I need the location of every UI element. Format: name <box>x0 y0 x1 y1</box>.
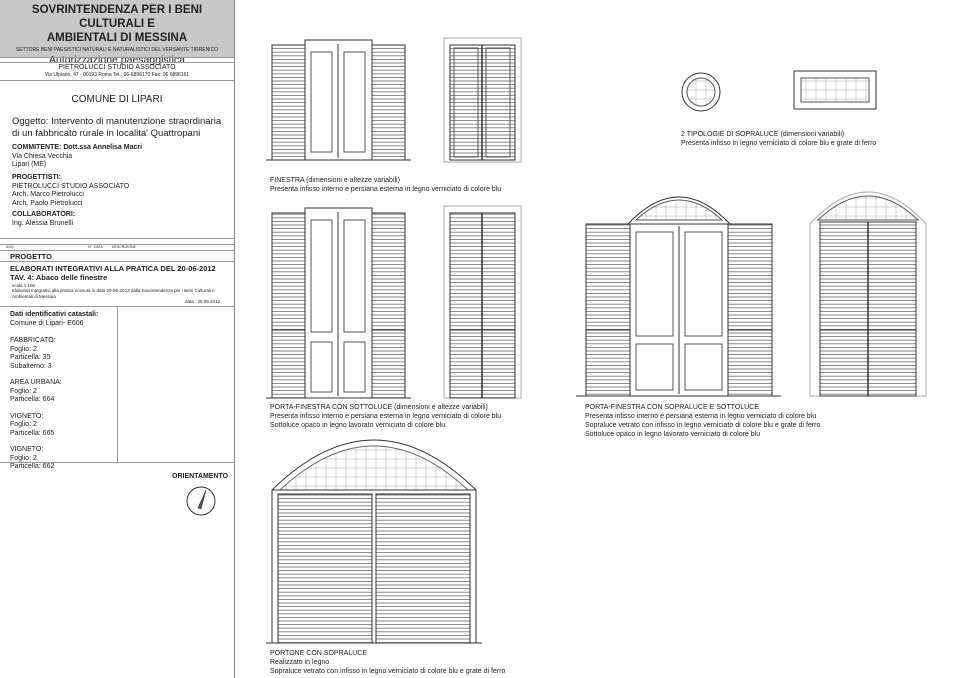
caption-portone-desc2: Sopraluce vetrato con infisso in legno verniciato di colore blu e grate di ferro <box>270 668 506 675</box>
collaboratori-line1: Ing. Alessia Brunelli <box>12 219 74 227</box>
vigneto2-0: VIGNETO: <box>10 446 44 453</box>
progetto-scale: scala 1:100 <box>12 283 36 288</box>
caption-portone-desc1: Realizzato in legno <box>270 659 330 666</box>
finestra-closed-drawing <box>444 38 521 162</box>
vigneto2-2: Particella: 662 <box>10 463 55 470</box>
porta-sottoluce-open-drawing <box>266 208 411 398</box>
caption-porta-sottoluce <box>270 403 501 430</box>
caption-porta-sopraluce-desc2: Sopraluce vetrato con infisso in legno verniciato di colore blu e grate di ferro <box>585 422 821 429</box>
caption-porta-sottoluce-title: PORTA-FINESTRA CON SOTTOLUCE (dimensioni e altezze variabili) <box>270 404 488 411</box>
catasto-block <box>10 311 98 472</box>
porta-sopraluce-open-drawing <box>576 197 781 396</box>
rev-n: N° <box>88 245 92 249</box>
authority-title-line1: SOVRINTENDENZA PER I BENI CULTURALI E <box>31 4 203 30</box>
vigneto1-2: Particella: 665 <box>10 429 55 437</box>
caption-sopraluce <box>681 130 876 148</box>
vigneto1-1: Foglio: 2 <box>10 421 37 428</box>
rev-desc: DESCRIZIONE <box>112 245 136 249</box>
finestra-open-drawing <box>266 40 411 160</box>
orientamento-label: ORIENTAMENTO <box>172 473 229 480</box>
vigneto1-0: VIGNETO: <box>10 412 44 420</box>
fabbricato-2: Particella: 35 <box>10 354 51 361</box>
progettisti-line2: Arch. Marco Pietrolucci <box>12 191 84 198</box>
rev-data: DATA <box>94 245 103 249</box>
caption-finestra-desc: Presenta infisso interno e persiana esterna in legno verniciato di colore blu <box>270 186 502 193</box>
north-arrow-icon <box>185 485 217 517</box>
oggetto <box>12 116 221 140</box>
area-0: AREA URBANA: <box>10 379 62 386</box>
progettisti-line3: Arch. Paolo Pietrolucci <box>12 199 83 207</box>
progetto-title1: ELABORATI INTEGRATIVI ALLA PRATICA DEL 20-06-2012 <box>10 264 216 273</box>
oggetto-line1: Oggetto: Intervento di manutenzione straordinaria <box>12 116 222 127</box>
authority-header <box>0 0 234 66</box>
caption-sopraluce-title: 2 TIPOLOGIE DI SOPRALUCE (dimensioni variabili) <box>681 131 845 138</box>
caption-porta-sopraluce-desc3: Sottoluce opaco in legno lavorato verniciato di colore blu <box>585 431 761 438</box>
catasto-comune: Comune di Lipari- E606 <box>10 319 84 327</box>
caption-portone-title: PORTONE CON SOPRALUCE <box>270 650 367 657</box>
window-drawings <box>236 0 965 678</box>
title-block <box>0 0 235 678</box>
vigneto2-1: Foglio: 2 <box>10 454 37 462</box>
porta-sopraluce-closed-drawing <box>810 192 926 396</box>
caption-porta-sottoluce-desc1: Presenta infisso interno e persiana esterna in legno verniciato di colore blu <box>270 413 502 420</box>
caption-porta-sopraluce-title: PORTA-FINESTRA CON SOPRALUCE E SOTTOLUCE <box>585 404 759 411</box>
caption-portone <box>270 649 505 676</box>
rev-agg: AGG. <box>6 245 15 249</box>
studio-address: Via Ulpiano, 47 - 00193 Roma Tel.: 06-6896170 Fax: 06 6896161 <box>44 72 190 78</box>
comune-title: COMUNE DI LIPARI <box>71 94 163 105</box>
fabbricato-0: FABBRICATO: <box>10 337 56 344</box>
authority-subtitle: SETTORE BENI PAESISTICI NATURALI E NATURALISTICI DEL VERSANTE TIRRENICO <box>15 47 219 53</box>
caption-porta-sottoluce-desc2: Sottoluce opaco in legno lavorato verniciato di colore blu <box>270 422 446 429</box>
sopraluce-rect-drawing <box>794 71 876 109</box>
committente-block <box>12 144 142 170</box>
caption-finestra <box>270 176 501 194</box>
progettisti-block <box>12 174 129 208</box>
sopraluce-round-drawing <box>682 73 720 111</box>
collaboratori-label: COLLABORATORI: <box>12 211 76 218</box>
committente-line1: Via Chiesa Vecchia <box>12 152 73 160</box>
caption-porta-sopraluce <box>585 403 820 439</box>
progetto-desc: Elaborati Integrativi alla pratica ricevuta in data 20-06-2012 dalla Sovrintendenza per i Beni Culturali e Ambientali di Messina <box>12 288 215 299</box>
progettisti-line1: PIETROLUCCI STUDIO ASSOCIATO <box>12 182 130 190</box>
oggetto-line2: di un fabbricato rurale in localita' Quattropani <box>12 128 201 139</box>
studio-name: PIETROLUCCI STUDIO ASSOCIATO <box>58 64 176 71</box>
fabbricato-3: Subalterno: 3 <box>10 362 52 370</box>
catasto-label: Dati identificativi catastali: <box>10 311 99 318</box>
area-2: Particella: 664 <box>10 396 55 403</box>
committente-line2: Lipari (ME) <box>12 161 47 168</box>
progettisti-label: PROGETTISTI: <box>12 174 61 181</box>
porta-sottoluce-closed-drawing <box>444 206 521 398</box>
caption-porta-sopraluce-desc1: Presenta infisso interno e persiana esterna in legno verniciato di colore blu <box>585 413 817 420</box>
authority-title-line2: AMBIENTALI DI MESSINA <box>46 32 188 44</box>
progetto-date: data : 26.09.2012 <box>185 299 221 304</box>
caption-sopraluce-desc: Presenta infisso in legno verniciato di colore blu e grate di ferro <box>681 140 877 147</box>
progetto-label: PROGETTO <box>10 252 52 261</box>
committente-label: COMMITENTE: Dott.ssa Annelisa Macri <box>12 144 143 151</box>
area-1: Foglio: 2 <box>10 387 37 395</box>
fabbricato-1: Foglio: 2 <box>10 345 37 353</box>
caption-finestra-title: FINESTRA (dimensioni e altezze variabili) <box>270 177 400 184</box>
portone-drawing <box>266 440 482 643</box>
authorization-label: Autorizzazione paesaggistica <box>49 54 185 66</box>
progetto-title2: TAV. 4: Abaco delle finestre <box>10 273 108 282</box>
collaboratori-block <box>12 211 75 228</box>
